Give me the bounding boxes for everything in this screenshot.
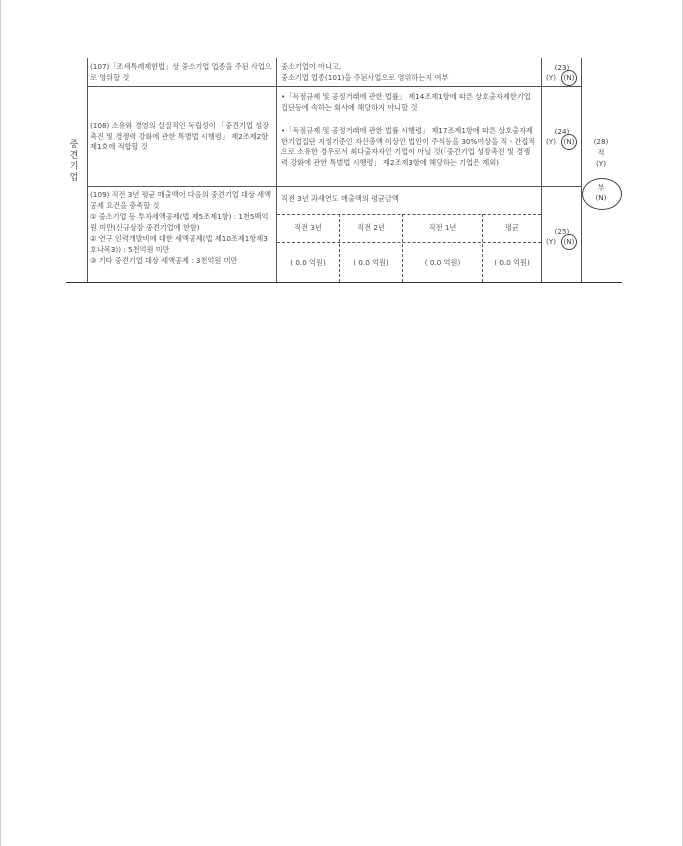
revenue-header-1-year-ago: 직전 1년 [428,223,457,232]
overall-no-label: 부 [597,183,605,192]
col-divider-check [541,58,542,282]
revenue-header-3-years-ago: 직전 3년 [294,223,322,232]
section-label-char: 업 [69,173,79,183]
overall-number-28: (28) [593,137,609,146]
row-divider-2 [87,186,581,187]
answer-number-25: (25) [554,227,570,236]
overall-fit-label: 적 [597,148,605,157]
requirement-109-item-3: ③ 기타 중견기업 대상 세액공제 : 3천억원 미만 [90,256,238,265]
requirement-109-item-2: ② 연구 인력개발비에 대한 세액공제(법 제10조제1항제3호나목3)) : 5천억원 미만 [90,234,268,254]
answer-no-circle-24[interactable] [561,134,577,150]
section-label-char: 견 [69,151,79,161]
answer-number-24: (24) [554,127,570,136]
revenue-value-1-year-ago: ( 0.0 억원) [424,258,461,267]
revenue-table-top [277,214,541,215]
requirement-108: (108) 소유와 경영의 실질적인 독립성이 「중견기업 성장촉진 및 경쟁력 강화에 관한 특별법 시행령」 제2조제2항제1호에 적합할 것 [90,121,270,151]
answer-no-24: (N) [563,137,575,146]
requirement-107: (107)「조세특례제한법」상 중소기업 업종을 주된 사업으로 영위할 것 [90,62,272,82]
midsize-enterprise-form [0,0,683,300]
answer-yes-25: (Y) [546,237,556,246]
answer-no-23: (N) [563,73,575,82]
revenue-value-average: ( 0.0 억원) [494,258,530,267]
requirement-109-intro: (109) 직전 3년 평균 매출액이 다음의 중견기업 대상 세액공제 요건을 충족할 것 [90,190,272,210]
answer-no-circle-25[interactable] [561,234,577,250]
check-107-line-1: 중소기업이 아니고, [281,62,342,71]
overall-no: (N) [595,193,607,202]
answer-number-23: (23) [554,63,570,72]
answer-yes-23: (Y) [546,73,556,82]
check-108-item-2: •「독점규제 및 공정거래에 관한 법률 시행령」 제17조제1항에 따른 상호출자제한기업집단 지정기준인 자산총액 이상인 법인이 주식등을 30%이상을 직ㆍ간접적으로 소유한 경우로서 최다출자자인 기업이 아닐 것(「중견기업 성장촉진 및 경쟁력 강화에 관한 특별법 시행령」 제2조제3항에 해당하는 기업은 제외) [281,126,536,167]
answer-yes-24: (Y) [546,137,556,146]
overall-yes: (Y) [596,159,606,168]
answer-no-25: (N) [563,237,575,246]
answer-no-circle-23[interactable] [561,70,577,86]
col-divider-requirement [276,58,277,282]
col-divider-answer [581,58,582,282]
check-107-line-2: 중소기업 업종(101)을 주된사업으로 영위하는지 여부 [281,73,449,82]
revenue-header-2-years-ago: 직전 2년 [357,223,385,232]
check-108-item-1: •「독점규제 및 공정거래에 관한 법률」 제14조제1항에 따른 상호출자제한기업집단등에 속하는 회사에 해당하지 아니할 것 [281,92,531,112]
revenue-value-3-years-ago: ( 0.0 억원) [290,258,326,267]
section-label-midsize-enterprise [66,140,82,184]
revenue-value-2-years-ago: ( 0.0 억원) [353,258,389,267]
revenue-table-middle [277,242,541,243]
revenue-table-title: 직전 3년 과세연도 매출액의 평균금액 [281,194,399,203]
col-divider-label [87,58,88,282]
row-divider-1 [87,86,581,87]
requirement-109-item-1: ① 중소기업 등 투자세액공제(법 제5조제1항) : 1천5백억원 미만(신규상장 중견기업에 한함) [90,212,269,232]
section-label-char: 기 [69,162,79,172]
table-bottom-line [66,282,622,283]
section-label-char: 중 [69,140,79,150]
revenue-header-average: 평균 [505,223,519,232]
